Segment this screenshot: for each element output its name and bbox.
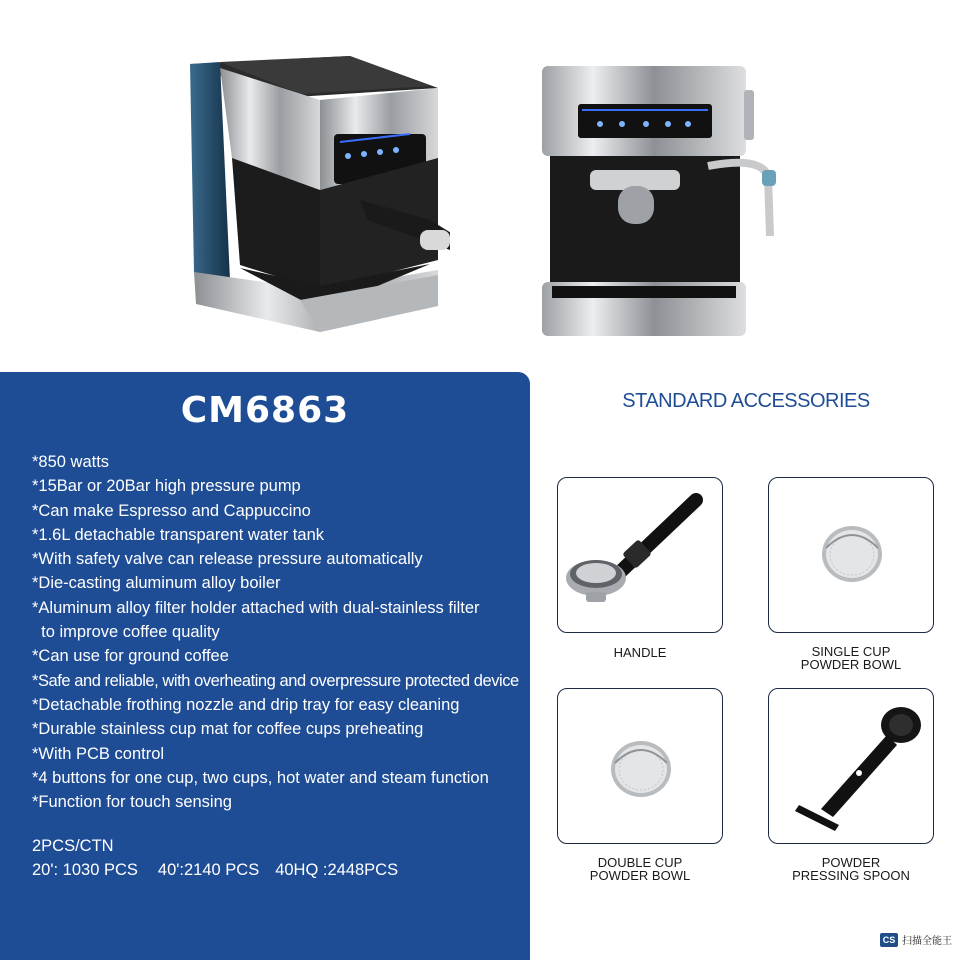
accessory-card-single-cup [768,477,934,633]
portafilter-handle-icon [558,478,724,634]
accessory-label-double-cup [540,856,740,882]
watermark-text: 扫描全能王 [902,936,952,947]
double-filter-basket-icon [558,689,724,845]
accessory-label-line: HANDLE [613,645,667,660]
accessory-label-line: DOUBLE CUP [597,855,683,870]
feature-item: *Function for touch sensing [32,793,232,812]
feature-item: *Detachable frothing nozzle and drip tray for easy cleaning [32,695,460,714]
feature-item: *Safe and reliable, with overheating and overpressure protected device [32,671,519,690]
container-40ft: 40':2140 PCS [157,861,260,879]
feature-list [32,450,519,814]
packing-per-carton: 2PCS/CTN [32,837,114,855]
feature-item: *With safety valve can release pressure automatically [32,550,423,569]
container-quantities [32,858,398,882]
accessories-title: STANDARD ACCESSORIES [622,390,870,412]
feature-item: *850 watts [32,453,110,471]
accessory-card-tamper [768,688,934,844]
accessory-label-tamper [751,856,951,882]
espresso-machine-front-image [530,60,810,340]
feature-item: *Durable stainless cup mat for coffee cups preheating [32,720,424,739]
container-20ft: 20': 1030 PCS [32,861,138,879]
accessory-label-single-cup [751,645,951,671]
accessory-label-line: POWDER BOWL [800,657,902,672]
packing-info [32,834,398,882]
feature-item: *Can make Espresso and Cappuccino [32,501,311,520]
container-40hq: 40HQ :2448PCS [275,861,399,879]
accessory-label-line: SINGLE CUP [811,644,891,659]
accessory-card-handle [557,477,723,633]
camscanner-icon: CS [880,933,898,947]
feature-item: *Can use for ground coffee [32,647,229,666]
scanner-watermark [880,932,952,947]
feature-item: *Aluminum alloy filter holder attached with dual-stainless filter [32,598,480,617]
tamper-spoon-icon [769,689,935,845]
feature-item: *15Bar or 20Bar high pressure pump [32,477,301,496]
feature-item: *With PCB control [32,744,165,763]
accessory-label-line: POWDER BOWL [589,868,691,883]
model-number: CM6863 [180,390,350,431]
feature-item: *4 buttons for one cup, two cups, hot water and steam function [32,768,489,787]
accessory-label-line: PRESSING SPOON [792,868,910,883]
accessory-card-double-cup [557,688,723,844]
product-spec-panel [0,372,530,960]
feature-item: *1.6L detachable transparent water tank [32,525,324,544]
accessory-label-line: POWDER [821,855,881,870]
espresso-machine-angled-image [180,50,450,350]
feature-item: to improve coffee quality [32,623,220,642]
feature-item: *Die-casting aluminum alloy boiler [32,574,281,593]
accessory-label-handle [540,646,740,659]
single-filter-basket-icon [769,478,935,634]
